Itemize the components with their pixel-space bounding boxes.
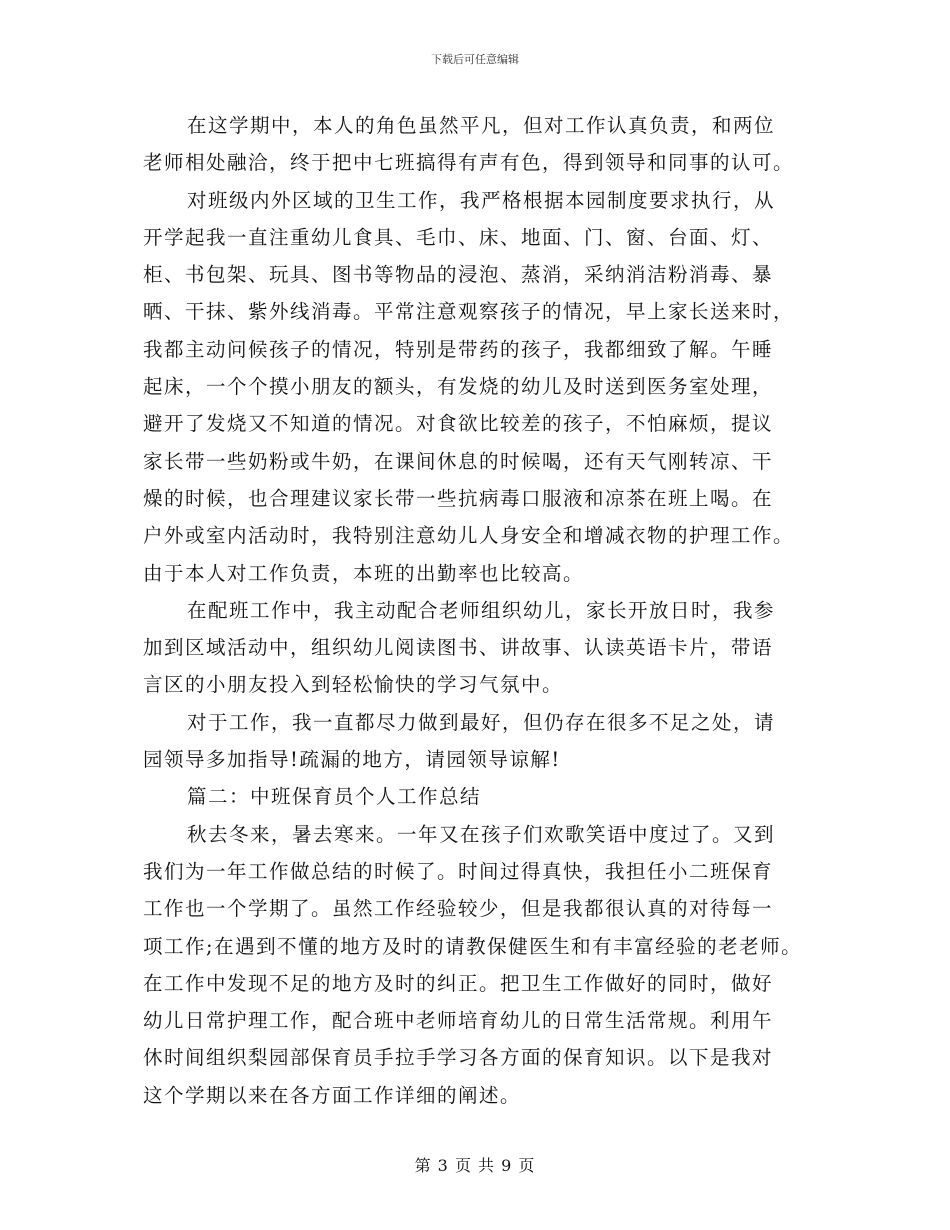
text-line: 幼儿日常护理工作，配合班中老师培育幼儿的日常生活常规。利用午	[143, 1009, 774, 1033]
text-line: 由于本人对工作负责，本班的出勤率也比较高。	[143, 561, 585, 585]
page-header-note: 下载后可任意编辑	[431, 53, 519, 66]
text-line: 休时间组织梨园部保育员手拉手学习各方面的保育知识。以下是我对	[143, 1046, 774, 1070]
text-line: 在配班工作中，我主动配合老师组织幼儿，家长开放日时，我参	[187, 598, 776, 622]
text-line: 言区的小朋友投入到轻松愉快的学习气氛中。	[143, 673, 564, 697]
text-line: 开学起我一直注重幼儿食具、毛巾、床、地面、门、窗、台面、灯、	[143, 225, 774, 249]
document-body	[143, 107, 823, 1114]
text-line: 我们为一年工作做总结的时候了。时间过得真快，我担任小二班保育	[143, 859, 774, 883]
text-line: 在工作中发现不足的地方及时的纠正。把卫生工作做好的同时，做好	[143, 971, 774, 995]
text-line: 晒、干抹、紫外线消毒。平常注意观察孩子的情况，早上家长送来时，	[143, 300, 795, 324]
text-line: 老师相处融洽，终于把中七班搞得有声有色，得到领导和同事的认可。	[143, 151, 795, 175]
text-line: 项工作;在遇到不懂的地方及时的请教保健医生和有丰富经验的老老师。	[143, 934, 803, 958]
text-line: 对于工作，我一直都尽力做到最好，但仍存在很多不足之处，请	[187, 710, 776, 734]
text-line: 家长带一些奶粉或牛奶，在课间休息的时候喝，还有天气刚转凉、干	[143, 449, 774, 473]
text-line: 我都主动问候孩子的情况，特别是带药的孩子，我都细致了解。午睡	[143, 337, 774, 361]
text-line: 园领导多加指导!疏漏的地方，请园领导谅解!	[143, 748, 561, 772]
text-line: 燥的时候，也合理建议家长带一些抗病毒口服液和凉茶在班上喝。在	[143, 486, 774, 510]
text-line: 柜、书包架、玩具、图书等物品的浸泡、蒸消，采纳消洁粉消毒、暴	[143, 263, 774, 287]
page-number: 第 3 页 共 9 页	[414, 1156, 536, 1175]
text-line: 避开了发烧又不知道的情况。对食欲比较差的孩子，不怕麻烦，提议	[143, 412, 774, 436]
text-line: 秋去冬来，暑去寒来。一年又在孩子们欢歌笑语中度过了。又到	[187, 822, 776, 846]
text-line: 起床，一个个摸小朋友的额头，有发烧的幼儿及时送到医务室处理，	[143, 375, 774, 399]
section-heading: 篇二：中班保育员个人工作总结	[187, 785, 482, 809]
text-line: 加到区域活动中，组织幼儿阅读图书、讲故事、认读英语卡片，带语	[143, 636, 774, 660]
text-line: 对班级内外区域的卫生工作，我严格根据本园制度要求执行，从	[187, 188, 776, 212]
text-line: 工作也一个学期了。虽然工作经验较少，但是我都很认真的对待每一	[143, 897, 774, 921]
text-line: 这个学期以来在各方面工作详细的阐述。	[143, 1083, 522, 1107]
text-line: 在这学期中，本人的角色虽然平凡，但对工作认真负责，和两位	[187, 114, 776, 137]
text-line: 户外或室内活动时，我特别注意幼儿人身安全和增减衣物的护理工作。	[143, 524, 795, 548]
